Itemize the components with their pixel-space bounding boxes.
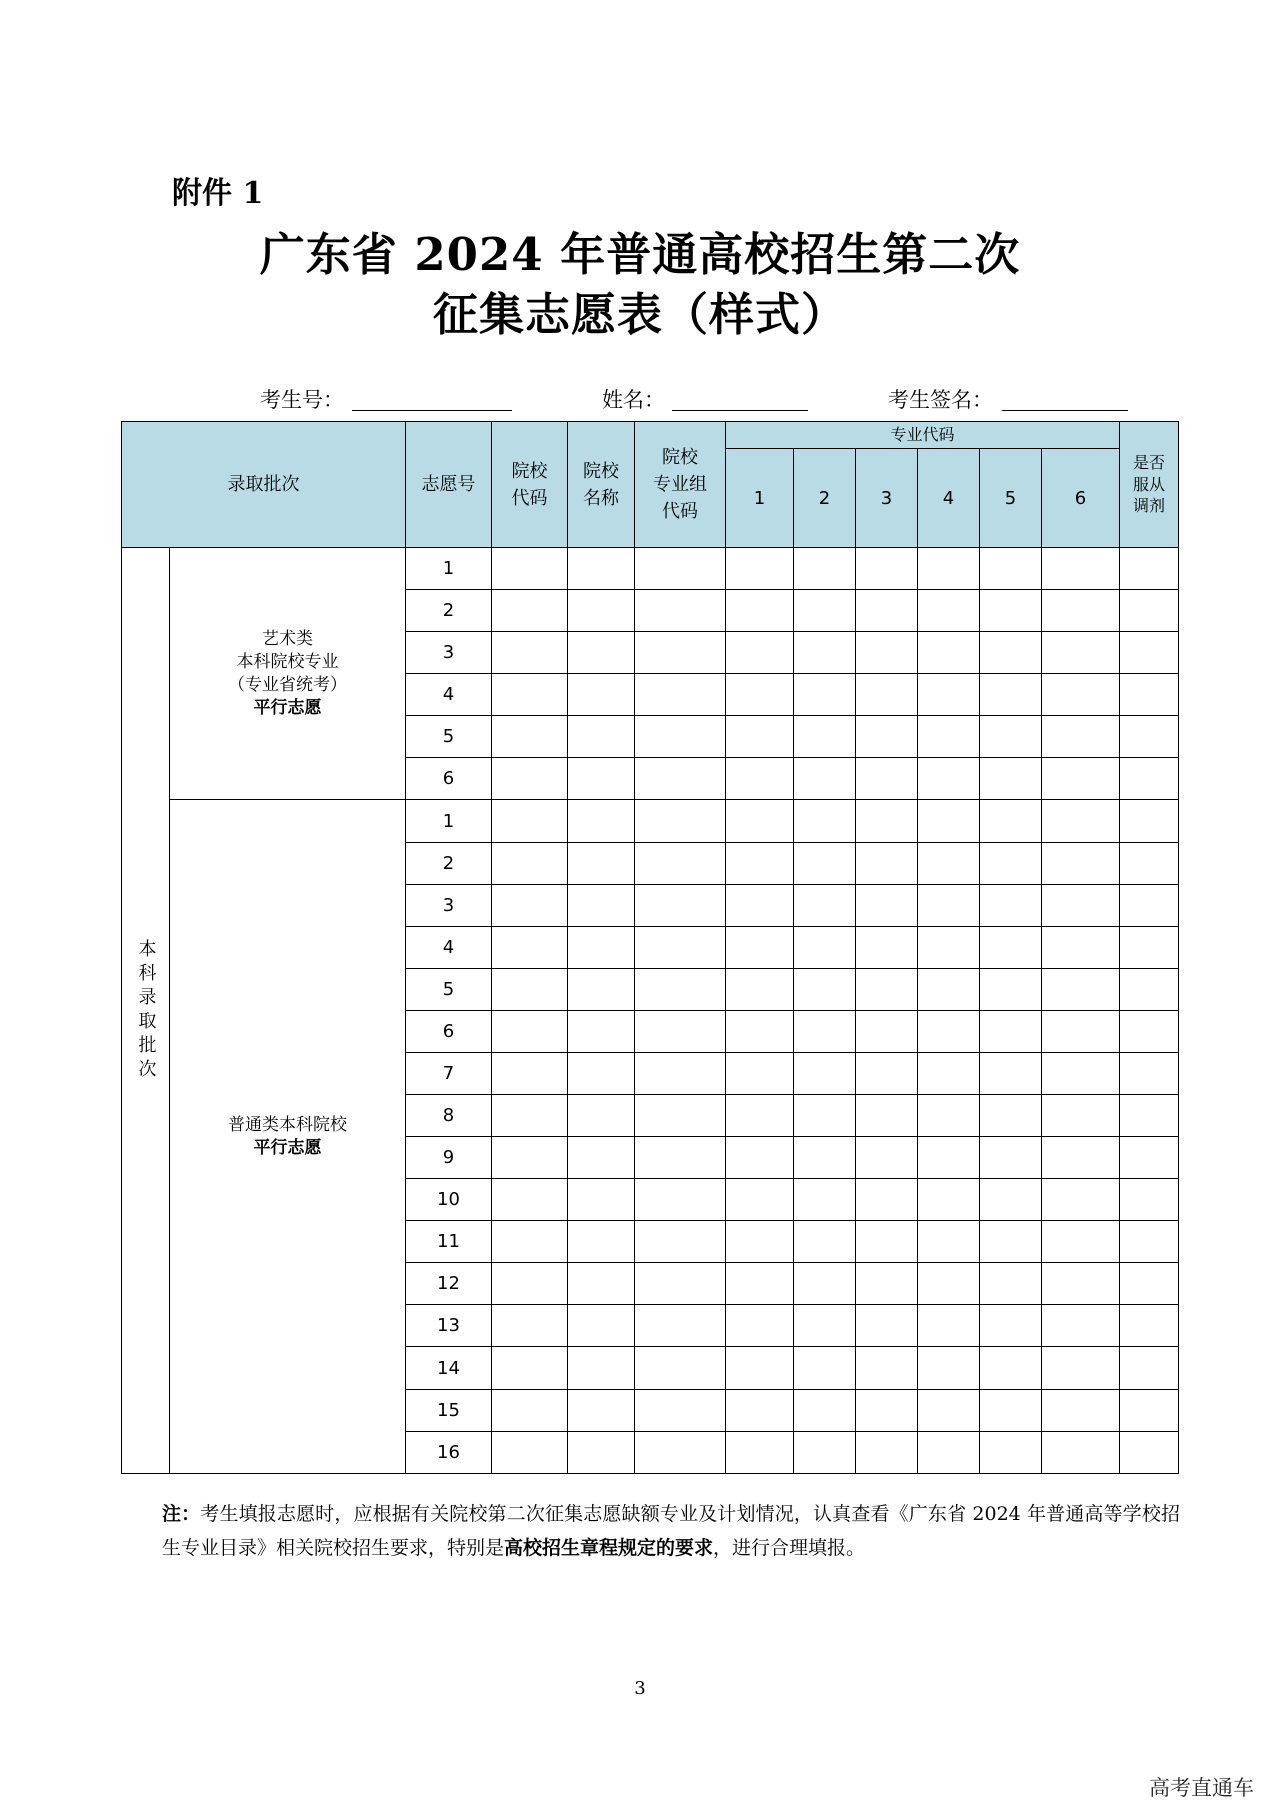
major-slot-header: 4 xyxy=(918,449,980,548)
blank-cell[interactable] xyxy=(726,1137,794,1179)
blank-cell[interactable] xyxy=(568,674,635,716)
group-label-line: （专业省统考） xyxy=(228,674,347,695)
name-line xyxy=(672,410,808,411)
blank-cell[interactable] xyxy=(726,1095,794,1137)
choice-number: 8 xyxy=(406,1095,492,1137)
blank-cell[interactable] xyxy=(856,1052,918,1094)
blank-cell[interactable] xyxy=(1120,1263,1179,1305)
blank-cell[interactable] xyxy=(492,1305,568,1347)
blank-cell[interactable] xyxy=(568,1263,635,1305)
blank-cell[interactable] xyxy=(1120,1137,1179,1179)
blank-cell[interactable] xyxy=(856,1389,918,1431)
choice-number: 11 xyxy=(406,1221,492,1263)
choice-number-header: 志愿号 xyxy=(406,422,492,548)
blank-cell[interactable] xyxy=(726,1431,794,1473)
blank-cell[interactable] xyxy=(635,1052,726,1094)
blank-cell[interactable] xyxy=(726,590,794,632)
major-slot-header: 6 xyxy=(1042,449,1120,548)
blank-cell[interactable] xyxy=(856,674,918,716)
blank-cell[interactable] xyxy=(918,548,980,590)
blank-cell[interactable] xyxy=(980,1431,1042,1473)
blank-cell[interactable] xyxy=(1042,1263,1120,1305)
blank-cell[interactable] xyxy=(794,968,856,1010)
choice-number: 4 xyxy=(406,926,492,968)
blank-cell[interactable] xyxy=(980,1010,1042,1052)
blank-cell[interactable] xyxy=(1042,1179,1120,1221)
blank-cell[interactable] xyxy=(794,1137,856,1179)
choice-number: 1 xyxy=(406,800,492,842)
blank-cell[interactable] xyxy=(726,1179,794,1221)
blank-cell[interactable] xyxy=(492,632,568,674)
major-slot-header: 1 xyxy=(726,449,794,548)
footnote xyxy=(162,1497,1180,1565)
blank-cell[interactable] xyxy=(918,758,980,800)
footnote-suffix: ，进行合理填报。 xyxy=(713,1537,866,1559)
blank-cell[interactable] xyxy=(1120,1095,1179,1137)
blank-cell[interactable] xyxy=(918,1305,980,1347)
blank-cell[interactable] xyxy=(856,1221,918,1263)
blank-cell[interactable] xyxy=(635,590,726,632)
school-name-header: 院校 名称 xyxy=(568,422,635,548)
choice-number: 12 xyxy=(406,1263,492,1305)
blank-cell[interactable] xyxy=(1120,1010,1179,1052)
blank-cell[interactable] xyxy=(635,1347,726,1389)
blank-cell[interactable] xyxy=(918,842,980,884)
batch-header: 录取批次 xyxy=(122,422,406,548)
blank-cell[interactable] xyxy=(492,674,568,716)
footnote-prefix: 注： xyxy=(162,1503,201,1525)
blank-cell[interactable] xyxy=(1120,968,1179,1010)
blank-cell[interactable] xyxy=(1120,1389,1179,1431)
blank-cell[interactable] xyxy=(794,1095,856,1137)
blank-cell[interactable] xyxy=(1042,548,1120,590)
blank-cell[interactable] xyxy=(635,1263,726,1305)
blank-cell[interactable] xyxy=(1120,716,1179,758)
blank-cell[interactable] xyxy=(980,1347,1042,1389)
blank-cell[interactable] xyxy=(492,968,568,1010)
blank-cell[interactable] xyxy=(918,1221,980,1263)
blank-cell[interactable] xyxy=(980,548,1042,590)
blank-cell[interactable] xyxy=(635,926,726,968)
blank-cell[interactable] xyxy=(568,1137,635,1179)
blank-cell[interactable] xyxy=(980,1095,1042,1137)
blank-cell[interactable] xyxy=(568,1389,635,1431)
blank-cell[interactable] xyxy=(635,548,726,590)
blank-cell[interactable] xyxy=(856,1137,918,1179)
blank-cell[interactable] xyxy=(726,800,794,842)
blank-cell[interactable] xyxy=(856,590,918,632)
choice-number: 2 xyxy=(406,590,492,632)
blank-cell[interactable] xyxy=(980,1389,1042,1431)
blank-cell[interactable] xyxy=(726,548,794,590)
major-group-code-header: 院校 专业组 代码 xyxy=(635,422,726,548)
blank-cell[interactable] xyxy=(918,884,980,926)
blank-cell[interactable] xyxy=(492,1137,568,1179)
signature-label: 考生签名： xyxy=(888,388,993,412)
group-bold-label: 平行志愿 xyxy=(253,697,322,718)
blank-cell[interactable] xyxy=(1120,884,1179,926)
blank-cell[interactable] xyxy=(856,716,918,758)
blank-cell[interactable] xyxy=(635,842,726,884)
blank-cell[interactable] xyxy=(794,1052,856,1094)
blank-cell[interactable] xyxy=(918,716,980,758)
blank-cell[interactable] xyxy=(980,884,1042,926)
blank-cell[interactable] xyxy=(726,716,794,758)
blank-cell[interactable] xyxy=(980,1263,1042,1305)
blank-cell[interactable] xyxy=(794,1431,856,1473)
blank-cell[interactable] xyxy=(794,674,856,716)
blank-cell[interactable] xyxy=(492,842,568,884)
blank-cell[interactable] xyxy=(980,1221,1042,1263)
blank-cell[interactable] xyxy=(794,548,856,590)
blank-cell[interactable] xyxy=(1120,1052,1179,1094)
blank-cell[interactable] xyxy=(1042,1305,1120,1347)
choice-number: 1 xyxy=(406,548,492,590)
blank-cell[interactable] xyxy=(726,1010,794,1052)
choice-number: 15 xyxy=(406,1389,492,1431)
page-title-line1: 广东省 2024 年普通高校招生第二次 xyxy=(259,228,1021,281)
blank-cell[interactable] xyxy=(1042,758,1120,800)
blank-cell[interactable] xyxy=(492,716,568,758)
choice-number: 16 xyxy=(406,1431,492,1473)
blank-cell[interactable] xyxy=(1120,674,1179,716)
blank-cell[interactable] xyxy=(1042,884,1120,926)
choice-number: 10 xyxy=(406,1179,492,1221)
blank-cell[interactable] xyxy=(1042,1052,1120,1094)
major-slot-header: 2 xyxy=(794,449,856,548)
choice-number: 6 xyxy=(406,758,492,800)
signature-line xyxy=(1002,410,1128,411)
blank-cell[interactable] xyxy=(856,1010,918,1052)
blank-cell[interactable] xyxy=(492,758,568,800)
blank-cell[interactable] xyxy=(856,842,918,884)
blank-cell[interactable] xyxy=(726,1221,794,1263)
blank-cell[interactable] xyxy=(635,1305,726,1347)
blank-cell[interactable] xyxy=(635,884,726,926)
group-label-line: 本科院校专业 xyxy=(236,651,339,672)
blank-cell[interactable] xyxy=(568,1095,635,1137)
choice-number: 4 xyxy=(406,674,492,716)
blank-cell[interactable] xyxy=(1042,1431,1120,1473)
blank-cell[interactable] xyxy=(918,1263,980,1305)
blank-cell[interactable] xyxy=(1042,1389,1120,1431)
blank-cell[interactable] xyxy=(635,1179,726,1221)
blank-cell[interactable] xyxy=(918,674,980,716)
adjust-header: 是否 服从 调剂 xyxy=(1120,422,1179,548)
blank-cell[interactable] xyxy=(568,1052,635,1094)
blank-cell[interactable] xyxy=(568,968,635,1010)
batch-cell xyxy=(122,548,170,1474)
blank-cell[interactable] xyxy=(980,632,1042,674)
blank-cell[interactable] xyxy=(980,1179,1042,1221)
blank-cell[interactable] xyxy=(1042,1010,1120,1052)
blank-cell[interactable] xyxy=(635,1431,726,1473)
blank-cell[interactable] xyxy=(635,632,726,674)
blank-cell[interactable] xyxy=(1120,1221,1179,1263)
blank-cell[interactable] xyxy=(568,1347,635,1389)
blank-cell[interactable] xyxy=(726,758,794,800)
blank-cell[interactable] xyxy=(568,926,635,968)
blank-cell[interactable] xyxy=(1120,926,1179,968)
watermark: 高考直通车 xyxy=(1149,1776,1254,1800)
blank-cell[interactable] xyxy=(492,1431,568,1473)
blank-cell[interactable] xyxy=(980,1137,1042,1179)
blank-cell[interactable] xyxy=(856,926,918,968)
major-code-header: 专业代码 xyxy=(726,422,1120,449)
blank-cell[interactable] xyxy=(726,884,794,926)
blank-cell[interactable] xyxy=(492,1095,568,1137)
blank-cell[interactable] xyxy=(856,884,918,926)
blank-cell[interactable] xyxy=(1042,590,1120,632)
choice-number: 5 xyxy=(406,968,492,1010)
blank-cell[interactable] xyxy=(794,1010,856,1052)
school-code-header: 院校 代码 xyxy=(492,422,568,548)
blank-cell[interactable] xyxy=(1120,1347,1179,1389)
blank-cell[interactable] xyxy=(1042,1137,1120,1179)
blank-cell[interactable] xyxy=(980,1052,1042,1094)
blank-cell[interactable] xyxy=(918,1389,980,1431)
blank-cell[interactable] xyxy=(635,1137,726,1179)
blank-cell[interactable] xyxy=(568,758,635,800)
blank-cell[interactable] xyxy=(856,1305,918,1347)
blank-cell[interactable] xyxy=(794,800,856,842)
footnote-emphasis: 高校招生章程规定的要求 xyxy=(504,1537,714,1559)
choice-number: 2 xyxy=(406,842,492,884)
blank-cell[interactable] xyxy=(726,1305,794,1347)
blank-cell[interactable] xyxy=(856,800,918,842)
blank-cell[interactable] xyxy=(635,1010,726,1052)
blank-cell[interactable] xyxy=(794,1179,856,1221)
blank-cell[interactable] xyxy=(856,1431,918,1473)
choice-number: 9 xyxy=(406,1137,492,1179)
blank-cell[interactable] xyxy=(856,968,918,1010)
blank-cell[interactable] xyxy=(568,1179,635,1221)
blank-cell[interactable] xyxy=(568,632,635,674)
blank-cell[interactable] xyxy=(726,842,794,884)
blank-cell[interactable] xyxy=(492,1221,568,1263)
blank-cell[interactable] xyxy=(568,590,635,632)
blank-cell[interactable] xyxy=(856,548,918,590)
blank-cell[interactable] xyxy=(1042,674,1120,716)
blank-cell[interactable] xyxy=(918,968,980,1010)
blank-cell[interactable] xyxy=(635,800,726,842)
blank-cell[interactable] xyxy=(1042,842,1120,884)
page-title-line2: 征集志愿表（样式） xyxy=(432,288,847,341)
blank-cell[interactable] xyxy=(918,1052,980,1094)
blank-cell[interactable] xyxy=(492,548,568,590)
blank-cell[interactable] xyxy=(1120,590,1179,632)
blank-cell[interactable] xyxy=(980,968,1042,1010)
group-cell xyxy=(170,800,406,1474)
choice-number: 13 xyxy=(406,1305,492,1347)
choice-number: 3 xyxy=(406,632,492,674)
blank-cell[interactable] xyxy=(1042,632,1120,674)
name-label: 姓名： xyxy=(602,388,665,412)
blank-cell[interactable] xyxy=(918,1137,980,1179)
blank-cell[interactable] xyxy=(726,1052,794,1094)
group-label-line: 艺术类 xyxy=(262,628,313,649)
blank-cell[interactable] xyxy=(568,1010,635,1052)
blank-cell[interactable] xyxy=(1042,968,1120,1010)
blank-cell[interactable] xyxy=(1120,548,1179,590)
blank-cell[interactable] xyxy=(1042,1095,1120,1137)
blank-cell[interactable] xyxy=(635,968,726,1010)
blank-cell[interactable] xyxy=(918,1010,980,1052)
blank-cell[interactable] xyxy=(492,926,568,968)
blank-cell[interactable] xyxy=(726,1347,794,1389)
blank-cell[interactable] xyxy=(568,716,635,758)
exam-number-label: 考生号： xyxy=(260,388,344,412)
choice-number: 3 xyxy=(406,884,492,926)
blank-cell[interactable] xyxy=(635,716,726,758)
blank-cell[interactable] xyxy=(568,1431,635,1473)
blank-cell[interactable] xyxy=(856,1179,918,1221)
blank-cell[interactable] xyxy=(794,1389,856,1431)
blank-cell[interactable] xyxy=(492,800,568,842)
blank-cell[interactable] xyxy=(492,1263,568,1305)
blank-cell[interactable] xyxy=(1120,1305,1179,1347)
blank-cell[interactable] xyxy=(568,842,635,884)
blank-cell[interactable] xyxy=(492,1389,568,1431)
blank-cell[interactable] xyxy=(856,1263,918,1305)
blank-cell[interactable] xyxy=(794,1347,856,1389)
blank-cell[interactable] xyxy=(492,1347,568,1389)
group-bold-label: 平行志愿 xyxy=(253,1137,322,1158)
group-cell xyxy=(170,548,406,800)
blank-cell[interactable] xyxy=(726,968,794,1010)
blank-cell[interactable] xyxy=(1120,1431,1179,1473)
blank-cell[interactable] xyxy=(918,800,980,842)
choice-number: 14 xyxy=(406,1347,492,1389)
blank-cell[interactable] xyxy=(980,758,1042,800)
exam-number-line xyxy=(352,410,512,411)
blank-cell[interactable] xyxy=(856,758,918,800)
blank-cell[interactable] xyxy=(635,1389,726,1431)
blank-cell[interactable] xyxy=(856,1347,918,1389)
table-row xyxy=(122,800,1179,842)
blank-cell[interactable] xyxy=(568,800,635,842)
blank-cell[interactable] xyxy=(918,632,980,674)
blank-cell[interactable] xyxy=(918,926,980,968)
blank-cell[interactable] xyxy=(856,1095,918,1137)
blank-cell[interactable] xyxy=(1120,800,1179,842)
table-row xyxy=(122,548,1179,590)
blank-cell[interactable] xyxy=(1120,632,1179,674)
blank-cell[interactable] xyxy=(492,1052,568,1094)
blank-cell[interactable] xyxy=(980,800,1042,842)
blank-cell[interactable] xyxy=(726,1389,794,1431)
blank-cell[interactable] xyxy=(568,548,635,590)
blank-cell[interactable] xyxy=(980,590,1042,632)
blank-cell[interactable] xyxy=(1042,1221,1120,1263)
blank-cell[interactable] xyxy=(794,590,856,632)
blank-cell[interactable] xyxy=(635,758,726,800)
blank-cell[interactable] xyxy=(794,1305,856,1347)
blank-cell[interactable] xyxy=(794,842,856,884)
group-label-line: 普通类本科院校 xyxy=(228,1114,347,1135)
blank-cell[interactable] xyxy=(856,632,918,674)
blank-cell[interactable] xyxy=(1042,1347,1120,1389)
choice-number: 5 xyxy=(406,716,492,758)
major-slot-header: 5 xyxy=(980,449,1042,548)
blank-cell[interactable] xyxy=(980,716,1042,758)
blank-cell[interactable] xyxy=(918,1179,980,1221)
blank-cell[interactable] xyxy=(794,884,856,926)
blank-cell[interactable] xyxy=(492,1010,568,1052)
footnote-text: 考生填报志愿时，应根据有关院校第二次征集志愿缺额专业及计划情况，认真查看《广东省 2024 年普通高等学校招生专业目录》相关院校招生要求，特别是 xyxy=(162,1503,1180,1559)
blank-cell[interactable] xyxy=(918,1095,980,1137)
blank-cell[interactable] xyxy=(980,674,1042,716)
blank-cell[interactable] xyxy=(1120,842,1179,884)
blank-cell[interactable] xyxy=(635,1221,726,1263)
blank-cell[interactable] xyxy=(918,590,980,632)
blank-cell[interactable] xyxy=(1042,926,1120,968)
attachment-label: 附件 1 xyxy=(172,176,264,211)
blank-cell[interactable] xyxy=(1120,1179,1179,1221)
blank-cell[interactable] xyxy=(492,1179,568,1221)
blank-cell[interactable] xyxy=(980,842,1042,884)
blank-cell[interactable] xyxy=(794,926,856,968)
blank-cell[interactable] xyxy=(1120,758,1179,800)
blank-cell[interactable] xyxy=(1042,716,1120,758)
blank-cell[interactable] xyxy=(980,1305,1042,1347)
blank-cell[interactable] xyxy=(794,716,856,758)
blank-cell[interactable] xyxy=(568,1305,635,1347)
major-slot-header: 3 xyxy=(856,449,918,548)
blank-cell[interactable] xyxy=(918,1347,980,1389)
blank-cell[interactable] xyxy=(492,884,568,926)
choice-number: 7 xyxy=(406,1052,492,1094)
blank-cell[interactable] xyxy=(980,926,1042,968)
choice-number: 6 xyxy=(406,1010,492,1052)
blank-cell[interactable] xyxy=(794,1221,856,1263)
blank-cell[interactable] xyxy=(794,1263,856,1305)
page-number: 3 xyxy=(634,1678,646,1699)
blank-cell[interactable] xyxy=(794,758,856,800)
blank-cell[interactable] xyxy=(726,1263,794,1305)
blank-cell[interactable] xyxy=(568,1221,635,1263)
blank-cell[interactable] xyxy=(794,632,856,674)
batch-label: 本科录取批次 xyxy=(135,938,157,1083)
blank-cell[interactable] xyxy=(492,590,568,632)
blank-cell[interactable] xyxy=(726,926,794,968)
blank-cell[interactable] xyxy=(1042,800,1120,842)
blank-cell[interactable] xyxy=(726,674,794,716)
blank-cell[interactable] xyxy=(726,632,794,674)
volunteer-form-table xyxy=(121,421,1179,1474)
blank-cell[interactable] xyxy=(635,1095,726,1137)
blank-cell[interactable] xyxy=(635,674,726,716)
blank-cell[interactable] xyxy=(918,1431,980,1473)
blank-cell[interactable] xyxy=(568,884,635,926)
